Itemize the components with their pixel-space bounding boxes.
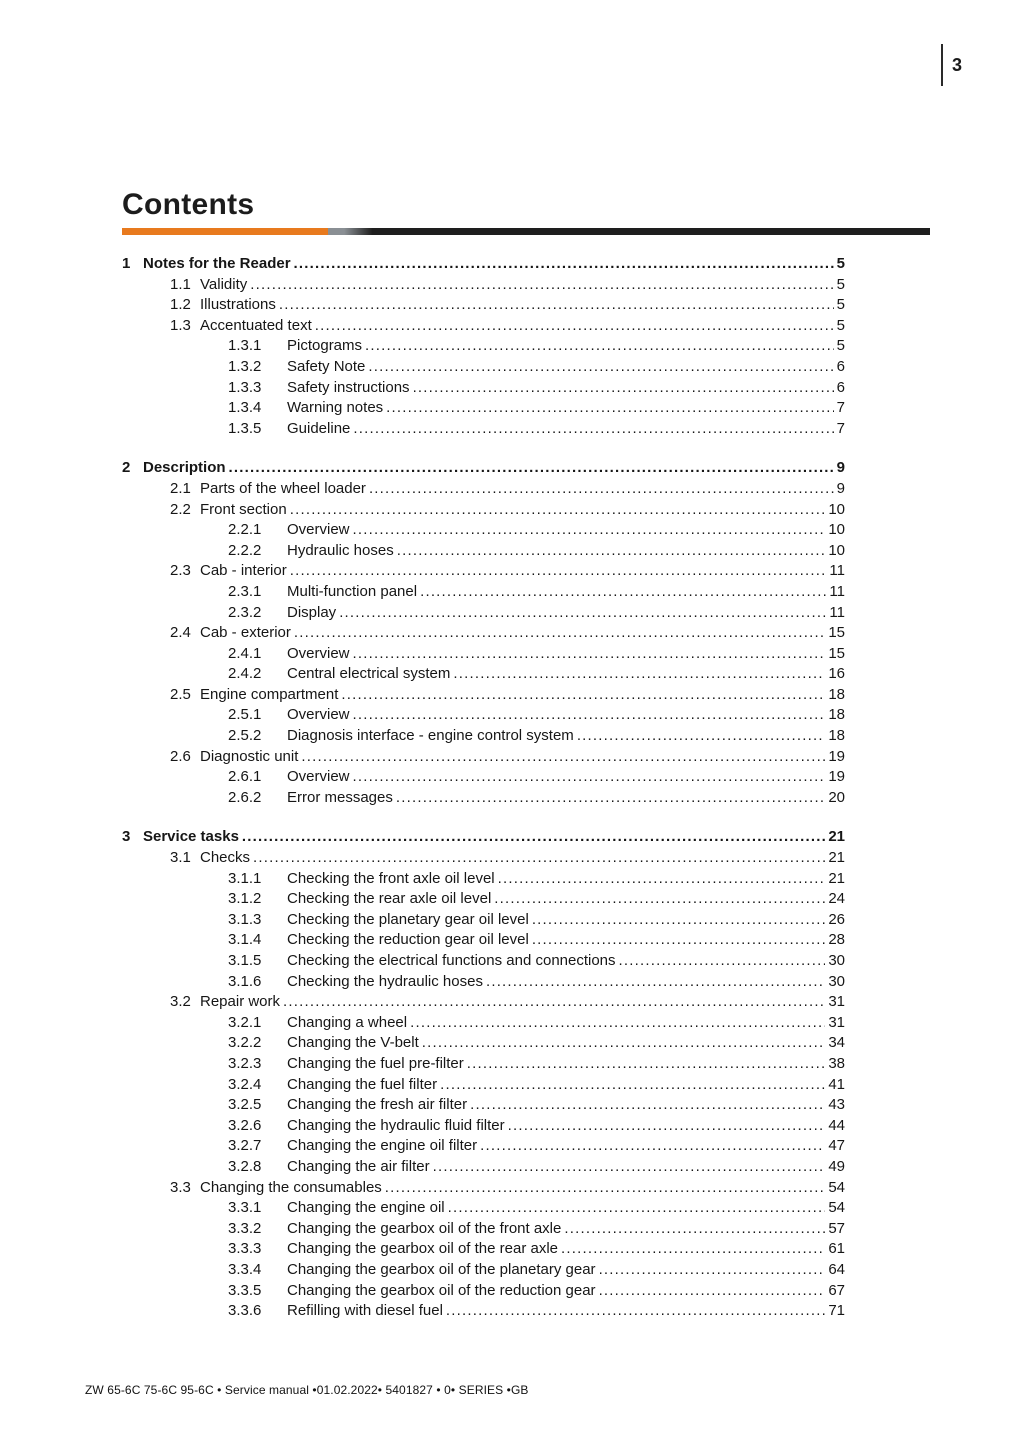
toc-entry-label: Hydraulic hoses xyxy=(287,541,394,559)
toc-dot-leader xyxy=(564,1219,825,1240)
toc-entry-label: Checking the reduction gear oil level xyxy=(287,931,529,949)
toc-dot-leader xyxy=(385,1178,826,1199)
toc-entry[interactable] xyxy=(122,1281,845,1302)
toc-entry-label: Changing the gearbox oil of the planetary gear xyxy=(287,1260,596,1278)
toc-entry[interactable] xyxy=(122,848,845,869)
toc-entry-number: 3 xyxy=(122,828,131,846)
toc-entry-label: Checking the electrical functions and connections xyxy=(287,952,616,969)
toc-entry-number: 3.1.5 xyxy=(228,952,262,969)
toc-entry-label: Safety Note xyxy=(287,357,366,375)
toc-entry-number: 1.1 xyxy=(170,275,191,293)
toc-entry[interactable] xyxy=(122,951,845,972)
toc-entry-label: Changing the engine oil filter xyxy=(287,1137,478,1155)
toc-entry[interactable] xyxy=(122,1301,845,1322)
toc-entry-page: 5 xyxy=(836,275,845,293)
toc-dot-leader xyxy=(508,1116,826,1137)
toc-entry-page: 6 xyxy=(836,357,845,375)
toc-entry[interactable] xyxy=(122,1033,845,1054)
toc-entry-label: Changing a wheel xyxy=(287,1013,408,1031)
toc-entry[interactable] xyxy=(122,992,845,1013)
toc-entry-number: 2.6.2 xyxy=(228,788,262,806)
toc-entry-page: 38 xyxy=(828,1054,845,1072)
toc-entry-number: 3.3.3 xyxy=(228,1240,262,1258)
toc-entry-page: 57 xyxy=(828,1219,845,1237)
toc-dot-leader xyxy=(433,1157,826,1178)
toc-entry-label: Error messages xyxy=(287,788,393,806)
toc-dot-leader xyxy=(448,1198,826,1219)
toc-dot-leader xyxy=(253,848,825,869)
toc-entry-number: 3.2.1 xyxy=(228,1013,262,1031)
toc-dot-leader xyxy=(290,561,827,582)
toc-entry-number: 3.3.1 xyxy=(228,1199,262,1217)
toc-entry-page: 30 xyxy=(828,972,845,990)
toc-entry-label: Multi-function panel xyxy=(287,582,418,600)
toc-dot-leader xyxy=(440,1075,825,1096)
toc-dot-leader xyxy=(301,747,825,768)
toc-entry-number: 3.1.1 xyxy=(228,869,262,887)
toc-entry-label: Changing the fresh air filter xyxy=(287,1096,468,1114)
toc-entry-number: 2.3 xyxy=(170,562,191,580)
toc-entry[interactable] xyxy=(122,357,845,378)
toc-entry-label: Description xyxy=(143,459,226,477)
toc-entry[interactable] xyxy=(122,275,845,296)
toc-entry-number: 3.2.3 xyxy=(228,1054,262,1072)
toc-entry-number: 1.2 xyxy=(170,296,191,314)
page-title: Contents xyxy=(122,188,255,221)
toc-dot-leader xyxy=(365,336,834,357)
toc-entry-label: Changing the fuel filter xyxy=(287,1075,438,1093)
toc-entry-number: 3.2.2 xyxy=(228,1034,262,1052)
toc-entry-number: 2.1 xyxy=(170,479,191,497)
toc-entry-number: 1.3.5 xyxy=(228,419,262,437)
toc-entry-page: 21 xyxy=(828,849,845,867)
toc-entry-page: 18 xyxy=(828,685,845,703)
toc-entry-number: 3.3.6 xyxy=(228,1302,262,1320)
toc-entry-page: 15 xyxy=(828,624,845,642)
toc-entry[interactable] xyxy=(122,788,845,809)
toc-dot-leader xyxy=(599,1260,826,1281)
toc-entry-label: Changing the fuel pre-filter xyxy=(287,1054,464,1072)
toc-entry-page: 9 xyxy=(836,479,845,497)
toc-entry-label: Engine compartment xyxy=(200,685,339,703)
toc-entry-label: Notes for the Reader xyxy=(143,255,291,272)
toc-entry-page: 10 xyxy=(828,541,845,559)
toc-entry-label: Overview xyxy=(287,768,350,786)
toc-entry-label: Checking the front axle oil level xyxy=(287,869,495,887)
toc-entry-label: Service tasks xyxy=(143,828,239,846)
toc-entry-number: 2.2 xyxy=(170,500,191,518)
toc-entry-page: 31 xyxy=(828,1013,845,1031)
toc-entry[interactable] xyxy=(122,1178,845,1199)
toc-entry-number: 1.3 xyxy=(170,316,191,334)
toc-entry[interactable] xyxy=(122,889,845,910)
toc-dot-leader xyxy=(279,295,834,316)
toc-entry-number: 3.2.8 xyxy=(228,1157,262,1175)
toc-entry-number: 1.3.1 xyxy=(228,337,262,355)
toc-entry-label: Cab - exterior xyxy=(200,624,291,642)
toc-dot-leader xyxy=(353,705,826,726)
toc-entry-page: 19 xyxy=(828,768,845,786)
title-accent-rule xyxy=(122,228,930,235)
toc-entry-page: 7 xyxy=(836,419,845,437)
toc-entry-page: 11 xyxy=(829,562,845,580)
toc-entry[interactable] xyxy=(122,1136,845,1157)
toc-entry[interactable] xyxy=(122,254,845,275)
toc-entry-number: 2 xyxy=(122,459,131,477)
toc-entry-label: Checks xyxy=(200,849,251,867)
toc-entry-number: 2.2.1 xyxy=(228,521,262,539)
toc-entry-label: Changing the air filter xyxy=(287,1157,430,1175)
toc-entry-page: 19 xyxy=(828,747,845,765)
toc-entry-page: 21 xyxy=(828,869,845,887)
toc-entry-page: 67 xyxy=(828,1281,845,1299)
toc-dot-leader xyxy=(480,1136,825,1157)
toc-entry-page: 11 xyxy=(829,582,845,600)
toc-entry-page: 54 xyxy=(828,1178,845,1196)
toc-entry[interactable] xyxy=(122,541,845,562)
toc-entry-number: 3.3.5 xyxy=(228,1281,262,1299)
toc-dot-leader xyxy=(422,1033,826,1054)
toc-entry-label: Checking the rear axle oil level xyxy=(287,890,492,908)
toc-entry-number: 3.1.4 xyxy=(228,931,262,949)
toc-entry-number: 1.3.4 xyxy=(228,399,262,417)
toc-section xyxy=(122,254,845,439)
toc-entry[interactable] xyxy=(122,1013,845,1034)
toc-entry[interactable] xyxy=(122,336,845,357)
toc-dot-leader xyxy=(290,500,826,521)
toc-entry-label: Changing the engine oil xyxy=(287,1199,445,1217)
toc-entry-label: Changing the hydraulic fluid filter xyxy=(287,1116,505,1134)
toc-dot-leader xyxy=(577,726,826,747)
toc-entry[interactable] xyxy=(122,1157,845,1178)
toc-entry-page: 26 xyxy=(828,910,845,928)
toc-entry-page: 24 xyxy=(828,890,845,908)
toc-entry-label: Front section xyxy=(200,500,287,518)
toc-entry-number: 1.3.2 xyxy=(228,357,262,375)
toc-dot-leader xyxy=(386,398,833,419)
toc-dot-leader xyxy=(294,623,825,644)
toc-dot-leader xyxy=(353,767,826,788)
toc-entry-label: Parts of the wheel loader xyxy=(200,479,366,497)
toc-entry-label: Changing the gearbox oil of the rear axle xyxy=(287,1240,559,1258)
toc-entry-page: 47 xyxy=(828,1137,845,1155)
toc-entry-number: 2.3.2 xyxy=(228,603,262,621)
toc-entry-number: 2.5 xyxy=(170,685,191,703)
toc-entry-page: 34 xyxy=(828,1034,845,1052)
toc-entry-label: Changing the gearbox oil of the front axle xyxy=(287,1219,562,1237)
toc-entry-page: 16 xyxy=(828,665,845,683)
page-number: 3 xyxy=(952,54,963,75)
toc-entry-number: 2.5.1 xyxy=(228,706,262,724)
toc-entry-page: 31 xyxy=(828,993,845,1011)
toc-entry[interactable] xyxy=(122,705,845,726)
toc-entry-number: 3.2.5 xyxy=(228,1096,262,1114)
toc-dot-leader xyxy=(453,664,825,685)
toc-entry[interactable] xyxy=(122,458,845,479)
toc-entry-number: 3.2 xyxy=(170,993,191,1011)
toc-entry[interactable] xyxy=(122,827,845,848)
toc-entry-page: 10 xyxy=(828,521,845,539)
toc-entry[interactable] xyxy=(122,1198,845,1219)
toc-entry-label: Safety instructions xyxy=(287,378,410,396)
toc-entry-number: 2.3.1 xyxy=(228,582,262,600)
toc-dot-leader xyxy=(396,788,825,809)
toc-entry-label: Cab - interior xyxy=(200,562,287,580)
toc-dot-leader xyxy=(369,479,834,500)
toc-entry[interactable] xyxy=(122,500,845,521)
toc-entry-number: 2.6 xyxy=(170,747,191,765)
toc-entry[interactable] xyxy=(122,378,845,399)
toc-dot-leader xyxy=(410,1013,825,1034)
toc-dot-leader xyxy=(619,951,826,972)
page-number-rule xyxy=(941,44,943,86)
page-number-box xyxy=(941,44,962,86)
toc-entry[interactable] xyxy=(122,561,845,582)
toc-entry[interactable] xyxy=(122,767,845,788)
toc-entry[interactable] xyxy=(122,1239,845,1260)
toc-dot-leader xyxy=(498,869,826,890)
toc-entry-number: 2.5.2 xyxy=(228,727,262,745)
toc-entry-page: 54 xyxy=(828,1199,845,1217)
toc-dot-leader xyxy=(561,1239,825,1260)
toc-entry-page: 5 xyxy=(836,337,845,355)
toc-entry[interactable] xyxy=(122,664,845,685)
toc-entry[interactable] xyxy=(122,685,845,706)
toc-entry-label: Central electrical system xyxy=(287,665,451,683)
toc-entry-label: Repair work xyxy=(200,993,281,1011)
toc-entry[interactable] xyxy=(122,419,845,440)
toc-entry-page: 15 xyxy=(828,644,845,662)
toc-dot-leader xyxy=(250,275,833,296)
table-of-contents xyxy=(122,254,845,1322)
toc-entry[interactable] xyxy=(122,582,845,603)
toc-entry-number: 3.3.4 xyxy=(228,1260,262,1278)
toc-entry[interactable] xyxy=(122,1075,845,1096)
toc-entry-page: 5 xyxy=(836,255,845,272)
toc-entry[interactable] xyxy=(122,479,845,500)
toc-dot-leader xyxy=(353,419,833,440)
toc-entry-page: 43 xyxy=(828,1096,845,1114)
toc-entry-label: Changing the consumables xyxy=(200,1178,382,1196)
toc-entry-label: Changing the V-belt xyxy=(287,1034,419,1052)
toc-dot-leader xyxy=(353,644,826,665)
toc-entry-number: 3.2.6 xyxy=(228,1116,262,1134)
toc-entry[interactable] xyxy=(122,1260,845,1281)
toc-dot-leader xyxy=(397,541,826,562)
toc-dot-leader xyxy=(339,603,826,624)
toc-entry-label: Accentuated text xyxy=(200,316,312,334)
toc-entry-label: Overview xyxy=(287,706,350,724)
toc-entry-label: Diagnosis interface - engine control system xyxy=(287,727,574,745)
toc-entry-label: Illustrations xyxy=(200,296,276,314)
toc-entry-page: 64 xyxy=(828,1260,845,1278)
toc-entry-label: Display xyxy=(287,603,337,621)
toc-entry[interactable] xyxy=(122,520,845,541)
toc-entry-page: 18 xyxy=(828,706,845,724)
toc-entry[interactable] xyxy=(122,930,845,951)
toc-entry[interactable] xyxy=(122,316,845,337)
toc-entry-page: 71 xyxy=(828,1302,845,1320)
toc-entry-number: 2.2.2 xyxy=(228,541,262,559)
toc-entry-page: 61 xyxy=(828,1240,845,1258)
toc-dot-leader xyxy=(446,1301,825,1322)
toc-dot-leader xyxy=(467,1054,826,1075)
toc-entry[interactable] xyxy=(122,644,845,665)
toc-entry-page: 5 xyxy=(836,316,845,334)
toc-entry[interactable] xyxy=(122,1095,845,1116)
toc-entry[interactable] xyxy=(122,726,845,747)
toc-entry-label: Pictograms xyxy=(287,337,363,355)
toc-entry[interactable] xyxy=(122,1116,845,1137)
toc-entry[interactable] xyxy=(122,910,845,931)
toc-entry-number: 3.1.6 xyxy=(228,972,262,990)
toc-dot-leader xyxy=(294,254,834,275)
toc-entry-number: 3.1.3 xyxy=(228,910,262,928)
toc-dot-leader xyxy=(413,378,834,399)
toc-entry-page: 20 xyxy=(828,788,845,806)
toc-entry-page: 30 xyxy=(828,952,845,969)
toc-entry-label: Checking the planetary gear oil level xyxy=(287,910,529,928)
toc-entry-label: Warning notes xyxy=(287,399,384,417)
toc-entry[interactable] xyxy=(122,972,845,993)
toc-entry-page: 5 xyxy=(836,296,845,314)
toc-entry-page: 28 xyxy=(828,931,845,949)
toc-entry-number: 1.3.3 xyxy=(228,378,262,396)
toc-entry-number: 3.1.2 xyxy=(228,890,262,908)
toc-entry-number: 3.3 xyxy=(170,1178,191,1196)
toc-entry-page: 18 xyxy=(828,727,845,745)
toc-entry-page: 44 xyxy=(828,1116,845,1134)
toc-dot-leader xyxy=(486,972,825,993)
toc-entry-label: Overview xyxy=(287,521,350,539)
toc-entry[interactable] xyxy=(122,295,845,316)
toc-entry[interactable] xyxy=(122,869,845,890)
toc-dot-leader xyxy=(494,889,825,910)
toc-dot-leader xyxy=(315,316,834,337)
toc-section xyxy=(122,458,845,808)
toc-entry-page: 7 xyxy=(836,399,845,417)
toc-dot-leader xyxy=(532,930,826,951)
toc-entry-label: Guideline xyxy=(287,419,351,437)
toc-dot-leader xyxy=(532,910,826,931)
toc-entry-number: 1 xyxy=(122,255,131,272)
toc-dot-leader xyxy=(470,1095,825,1116)
toc-entry-number: 3.1 xyxy=(170,849,191,867)
toc-entry-page: 21 xyxy=(828,828,845,846)
toc-dot-leader xyxy=(599,1281,826,1302)
toc-dot-leader xyxy=(229,458,834,479)
toc-entry-number: 3.2.7 xyxy=(228,1137,262,1155)
toc-entry-number: 2.6.1 xyxy=(228,768,262,786)
toc-entry[interactable] xyxy=(122,398,845,419)
toc-entry[interactable] xyxy=(122,747,845,768)
toc-entry-label: Checking the hydraulic hoses xyxy=(287,972,483,990)
toc-entry[interactable] xyxy=(122,1219,845,1240)
toc-entry-number: 2.4.1 xyxy=(228,644,262,662)
toc-dot-leader xyxy=(341,685,825,706)
toc-entry[interactable] xyxy=(122,603,845,624)
toc-dot-leader xyxy=(368,357,833,378)
toc-section xyxy=(122,827,845,1321)
toc-entry-label: Refilling with diesel fuel xyxy=(287,1302,443,1320)
toc-entry-page: 9 xyxy=(836,459,845,477)
toc-entry[interactable] xyxy=(122,623,845,644)
toc-entry-label: Changing the gearbox oil of the reduction gear xyxy=(287,1281,596,1299)
toc-entry-page: 10 xyxy=(828,500,845,518)
toc-entry-label: Overview xyxy=(287,644,350,662)
toc-dot-leader xyxy=(242,827,825,848)
toc-entry-number: 2.4 xyxy=(170,624,191,642)
toc-dot-leader xyxy=(420,582,826,603)
toc-entry-page: 6 xyxy=(836,378,845,396)
toc-entry-label: Validity xyxy=(200,275,248,293)
toc-dot-leader xyxy=(353,520,826,541)
footer-text: ZW 65-6C 75-6C 95-6C • Service manual •01.02.2022• 5401827 • 0• SERIES •GB xyxy=(85,1383,529,1397)
toc-entry-number: 3.3.2 xyxy=(228,1219,262,1237)
toc-entry-page: 49 xyxy=(828,1157,845,1175)
toc-entry[interactable] xyxy=(122,1054,845,1075)
toc-entry-page: 41 xyxy=(828,1075,845,1093)
toc-entry-number: 3.2.4 xyxy=(228,1075,262,1093)
toc-dot-leader xyxy=(283,992,825,1013)
toc-entry-number: 2.4.2 xyxy=(228,665,262,683)
toc-entry-page: 11 xyxy=(829,603,845,621)
toc-entry-label: Diagnostic unit xyxy=(200,747,299,765)
